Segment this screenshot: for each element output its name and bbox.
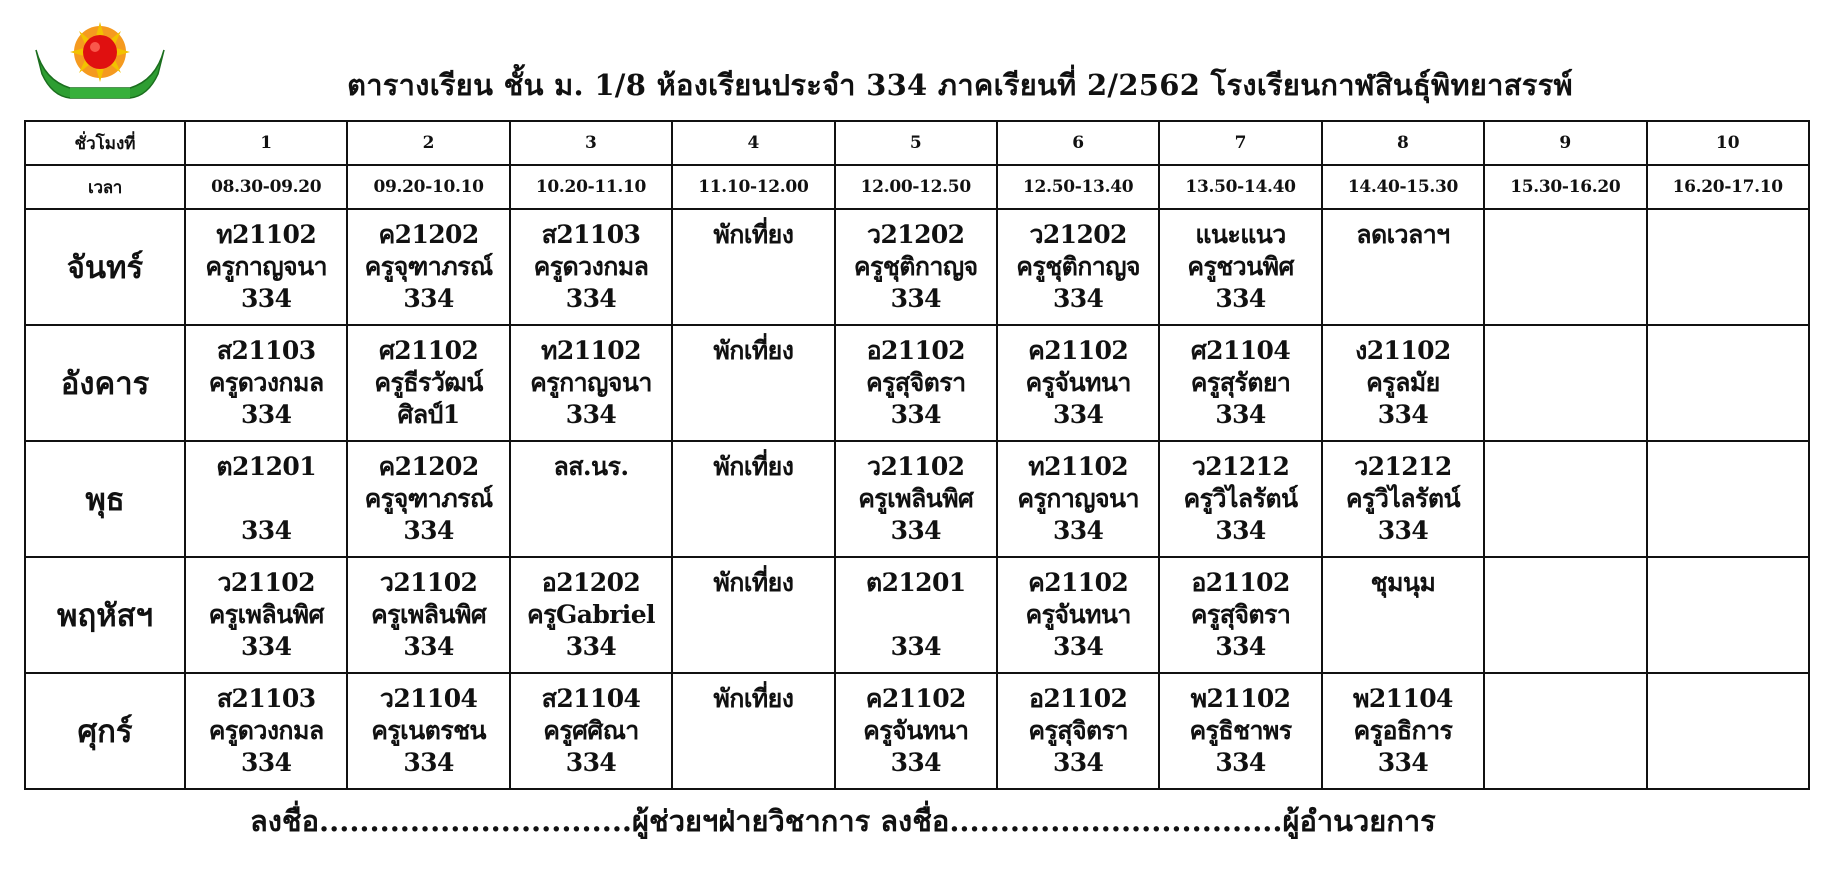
- teacher-name: ครูอธิการ: [1353, 716, 1453, 745]
- teacher-name: ครูจันทนา: [1025, 368, 1131, 397]
- room: 334: [403, 284, 454, 313]
- teacher-name: ครูจุฑาภรณ์: [364, 484, 493, 513]
- room: 334: [403, 748, 454, 777]
- schedule-cell: [1159, 557, 1321, 673]
- schedule-cell: [672, 557, 834, 673]
- teacher-name: [1323, 251, 1483, 283]
- time-slot: 15.30-16.20: [1484, 165, 1646, 209]
- schedule-cell: [510, 209, 672, 325]
- schedule-cell: [185, 441, 347, 557]
- schedule-cell: [1484, 209, 1646, 325]
- teacher-name: ครูชุติกาญจ: [1016, 252, 1140, 281]
- teacher-name: [1648, 599, 1808, 631]
- subject-code: [1485, 567, 1645, 599]
- room: 334: [241, 516, 292, 545]
- schedule-cell: [510, 557, 672, 673]
- room: 334: [890, 400, 941, 429]
- day-row: [25, 673, 1809, 789]
- sun-disc: [83, 35, 117, 69]
- room: 334: [565, 632, 617, 661]
- room: 334: [1215, 632, 1266, 661]
- period-number: 7: [1159, 121, 1321, 165]
- schedule-cell: [347, 441, 509, 557]
- schedule-cell: [1647, 325, 1809, 441]
- subject-code: ว21102: [379, 568, 478, 597]
- subject-code: ว21212: [1354, 452, 1452, 481]
- teacher-name: [1485, 251, 1645, 283]
- period-number: 8: [1322, 121, 1484, 165]
- subject-code: พักเที่ยง: [713, 336, 794, 365]
- room: 334: [241, 284, 292, 313]
- subject-code: [1648, 567, 1808, 599]
- teacher-name: ครูธิชาพร: [1189, 716, 1292, 745]
- subject-code: ส21103: [216, 684, 316, 713]
- room: 334: [890, 748, 941, 777]
- schedule-cell: [997, 557, 1159, 673]
- subject-code: อ21102: [1191, 568, 1290, 597]
- time-row: [25, 165, 1809, 209]
- subject-code: ศ21102: [378, 336, 479, 365]
- subject-code: ส21103: [216, 336, 316, 365]
- teacher-name: ครูวิไลรัตน์: [1183, 484, 1298, 513]
- schedule-cell: [185, 557, 347, 673]
- time-slot: 10.20-11.10: [510, 165, 672, 209]
- teacher-name: [1323, 599, 1483, 631]
- schedule-cell: [1322, 557, 1484, 673]
- room: [1648, 747, 1808, 779]
- room: [673, 283, 833, 315]
- schedule-cell: [347, 325, 509, 441]
- room: 334: [1215, 284, 1266, 313]
- subject-code: [1485, 683, 1645, 715]
- subject-code: ค21202: [378, 452, 479, 481]
- subject-code: ลส.นร.: [553, 452, 629, 481]
- schedule-cell: [510, 441, 672, 557]
- room: [673, 747, 833, 779]
- subject-code: อ21202: [541, 568, 641, 597]
- schedule-cell: [997, 673, 1159, 789]
- schedule-cell: [997, 209, 1159, 325]
- schedule-cell: [1159, 325, 1321, 441]
- signature-line: ลงชื่อ...............................ผู้ช่วยฯฝ่ายวิชาการ ลงชื่อ.................................ผู้อำนวยการ: [250, 804, 1436, 838]
- room: 334: [1377, 400, 1429, 429]
- room: 334: [565, 748, 617, 777]
- schedule-cell: [997, 325, 1159, 441]
- room: 334: [241, 748, 292, 777]
- room: 334: [1377, 748, 1429, 777]
- teacher-name: ครูGabriel: [527, 600, 655, 629]
- school-emblem-icon: [30, 22, 170, 112]
- subject-code: ชุมนุม: [1370, 568, 1436, 597]
- subject-code: ว21202: [867, 220, 965, 249]
- room: 334: [1052, 400, 1104, 429]
- room: [1648, 631, 1808, 663]
- subject-code: [1648, 335, 1808, 367]
- day-name: พุธ: [25, 441, 185, 557]
- subject-code: ว21104: [379, 684, 478, 713]
- schedule-cell: [510, 673, 672, 789]
- subject-code: ง21102: [1355, 336, 1451, 365]
- teacher-name: ครูศศิณา: [543, 716, 639, 745]
- room: [1485, 747, 1645, 779]
- teacher-name: [673, 483, 833, 515]
- room: 334: [565, 400, 617, 429]
- room: 334: [890, 284, 941, 313]
- time-slot: 13.50-14.40: [1159, 165, 1321, 209]
- teacher-name: [673, 599, 833, 631]
- room: 334: [1215, 748, 1266, 777]
- teacher-name: ครูสุรัตยา: [1190, 368, 1291, 397]
- period-number: 6: [997, 121, 1159, 165]
- schedule-cell: [672, 441, 834, 557]
- subject-code: [1485, 219, 1645, 251]
- time-slot: 08.30-09.20: [185, 165, 347, 209]
- subject-code: ว21202: [1029, 220, 1127, 249]
- room: [673, 631, 833, 663]
- subject-code: [1648, 683, 1808, 715]
- day-row: [25, 325, 1809, 441]
- room: [1485, 399, 1645, 431]
- room: [1485, 631, 1645, 663]
- day-row: [25, 557, 1809, 673]
- room: 334: [565, 284, 617, 313]
- subject-code: พักเที่ยง: [713, 684, 794, 713]
- schedule-cell: [1484, 557, 1646, 673]
- teacher-name: ครูกาญจนา: [1017, 484, 1139, 513]
- schedule-cell: [997, 441, 1159, 557]
- schedule-cell: [1484, 325, 1646, 441]
- subject-code: ค21102: [1028, 568, 1129, 597]
- subject-code: ศ21104: [1190, 336, 1291, 365]
- teacher-name: ครูเพลินพิศ: [208, 600, 324, 629]
- teacher-name: [1648, 251, 1808, 283]
- schedule-cell: [1159, 673, 1321, 789]
- teacher-name: ครูดวงกมล: [533, 252, 649, 281]
- teacher-name: ครูจุฑาภรณ์: [364, 252, 493, 281]
- teacher-name: ครูจันทนา: [1025, 600, 1131, 629]
- schedule-cell: [347, 209, 509, 325]
- schedule-cell: [1322, 673, 1484, 789]
- teacher-name: ครูสุจิตรา: [1028, 716, 1128, 745]
- room: 334: [1052, 284, 1104, 313]
- subject-code: แนะแนว: [1195, 220, 1286, 249]
- time-slot: 12.50-13.40: [997, 165, 1159, 209]
- schedule-cell: [1647, 209, 1809, 325]
- schedule-cell: [672, 325, 834, 441]
- period-number: 1: [185, 121, 347, 165]
- room: ศิลป์1: [397, 400, 460, 429]
- subject-code: ต21201: [216, 452, 316, 481]
- period-number: 9: [1484, 121, 1646, 165]
- teacher-name: [1485, 367, 1645, 399]
- teacher-name: [511, 483, 671, 515]
- room: [1323, 631, 1483, 663]
- teacher-name: [1485, 599, 1645, 631]
- teacher-name: [1648, 367, 1808, 399]
- room: 334: [241, 400, 292, 429]
- room: 334: [1052, 516, 1104, 545]
- period-label: ชั่วโมงที่: [25, 121, 185, 165]
- schedule-cell: [835, 441, 997, 557]
- schedule-cell: [510, 325, 672, 441]
- period-number: 10: [1647, 121, 1809, 165]
- room: [1648, 399, 1808, 431]
- subject-code: อ21102: [1028, 684, 1128, 713]
- subject-code: ว21102: [867, 452, 965, 481]
- schedule-cell: [1647, 557, 1809, 673]
- teacher-name: [836, 599, 996, 631]
- teacher-name: ครูธีรวัฒน์: [374, 368, 483, 397]
- teacher-name: ครูสุจิตรา: [1190, 600, 1291, 629]
- period-number: 3: [510, 121, 672, 165]
- room: 334: [1215, 516, 1266, 545]
- teacher-name: [1485, 483, 1645, 515]
- room: 334: [403, 632, 454, 661]
- schedule-cell: [835, 673, 997, 789]
- subject-code: ส21104: [541, 684, 641, 713]
- room: [673, 399, 833, 431]
- room: [1485, 515, 1645, 547]
- subject-code: ต21201: [865, 568, 966, 597]
- day-name: ศุกร์: [25, 673, 185, 789]
- schedule-cell: [1322, 325, 1484, 441]
- room: [1648, 283, 1808, 315]
- teacher-name: ครูวิไลรัตน์: [1345, 484, 1460, 513]
- period-number: 2: [347, 121, 509, 165]
- room: 334: [403, 516, 454, 545]
- schedule-cell: [835, 325, 997, 441]
- subject-code: [1648, 219, 1808, 251]
- day-row: [25, 441, 1809, 557]
- subject-code: พักเที่ยง: [713, 452, 794, 481]
- subject-code: ท21102: [541, 336, 641, 365]
- schedule-cell: [347, 557, 509, 673]
- subject-code: [1648, 451, 1808, 483]
- schedule-cell: [672, 209, 834, 325]
- schedule-cell: [1159, 441, 1321, 557]
- teacher-name: [673, 715, 833, 747]
- time-slot: 16.20-17.10: [1647, 165, 1809, 209]
- schedule-cell: [1322, 209, 1484, 325]
- page-title: ตารางเรียน ชั้น ม. 1/8 ห้องเรียนประจำ 334 ภาคเรียนที่ 2/2562 โรงเรียนกาฬสินธุ์พิทยาสรรพ์: [347, 68, 1573, 102]
- room: [1648, 515, 1808, 547]
- subject-code: ค21102: [1028, 336, 1129, 365]
- teacher-name: ครูกาญจนา: [530, 368, 652, 397]
- subject-code: ส21103: [541, 220, 641, 249]
- room: [1485, 283, 1645, 315]
- room: 334: [890, 632, 941, 661]
- schedule-cell: [835, 557, 997, 673]
- subject-code: ว21212: [1191, 452, 1290, 481]
- room: 334: [1215, 400, 1266, 429]
- time-slot: 14.40-15.30: [1322, 165, 1484, 209]
- teacher-name: [186, 483, 346, 515]
- day-name: จันทร์: [25, 209, 185, 325]
- time-slot: 11.10-12.00: [672, 165, 834, 209]
- subject-code: [1485, 335, 1645, 367]
- teacher-name: ครูเพลินพิศ: [858, 484, 974, 513]
- schedule-cell: [185, 325, 347, 441]
- teacher-name: ครูเนตรชน: [371, 716, 486, 745]
- teacher-name: [673, 367, 833, 399]
- subject-code: พักเที่ยง: [713, 220, 794, 249]
- teacher-name: ครูชวนพิศ: [1187, 252, 1294, 281]
- room: 334: [1377, 516, 1429, 545]
- subject-code: ท21102: [216, 220, 317, 249]
- subject-code: อ21102: [866, 336, 965, 365]
- period-header-row: [25, 121, 1809, 165]
- schedule-cell: [1647, 441, 1809, 557]
- teacher-name: ครูดวงกมล: [208, 716, 324, 745]
- teacher-name: ครูดวงกมล: [208, 368, 324, 397]
- room: 334: [241, 632, 292, 661]
- teacher-name: ครูกาญจนา: [205, 252, 327, 281]
- schedule-cell: [1159, 209, 1321, 325]
- subject-code: ว21102: [217, 568, 315, 597]
- schedule-cell: [1647, 673, 1809, 789]
- schedule-cell: [1322, 441, 1484, 557]
- room: 334: [890, 516, 941, 545]
- time-slot: 12.00-12.50: [835, 165, 997, 209]
- subject-code: ท21102: [1028, 452, 1129, 481]
- teacher-name: [1648, 483, 1808, 515]
- teacher-name: [1648, 715, 1808, 747]
- day-row: [25, 209, 1809, 325]
- schedule-cell: [185, 673, 347, 789]
- subject-code: พ21102: [1190, 684, 1291, 713]
- time-label: เวลา: [25, 165, 185, 209]
- room: [1323, 283, 1483, 315]
- timetable: [24, 120, 1810, 790]
- subject-code: พักเที่ยง: [713, 568, 794, 597]
- teacher-name: ครูชุติกาญจ: [853, 252, 978, 281]
- teacher-name: [673, 251, 833, 283]
- subject-code: [1485, 451, 1645, 483]
- schedule-cell: [347, 673, 509, 789]
- schedule-cell: [1484, 441, 1646, 557]
- teacher-name: [1485, 715, 1645, 747]
- teacher-name: ครูสุจิตรา: [865, 368, 966, 397]
- day-name: อังคาร: [25, 325, 185, 441]
- schedule-cell: [185, 209, 347, 325]
- subject-code: ค21202: [378, 220, 479, 249]
- day-name: พฤหัสฯ: [25, 557, 185, 673]
- room: [673, 515, 833, 547]
- schedule-cell: [1484, 673, 1646, 789]
- subject-code: พ21104: [1353, 684, 1453, 713]
- time-slot: 09.20-10.10: [347, 165, 509, 209]
- schedule-cell: [672, 673, 834, 789]
- teacher-name: ครูจันทนา: [863, 716, 969, 745]
- period-number: 5: [835, 121, 997, 165]
- room: [511, 515, 671, 547]
- schedule-cell: [835, 209, 997, 325]
- subject-code: ค21102: [865, 684, 966, 713]
- teacher-name: ครูเพลินพิศ: [371, 600, 487, 629]
- room: 334: [1052, 748, 1104, 777]
- period-number: 4: [672, 121, 834, 165]
- subject-code: ลดเวลาฯ: [1356, 220, 1450, 249]
- room: 334: [1052, 632, 1104, 661]
- teacher-name: ครูลมัย: [1366, 368, 1440, 397]
